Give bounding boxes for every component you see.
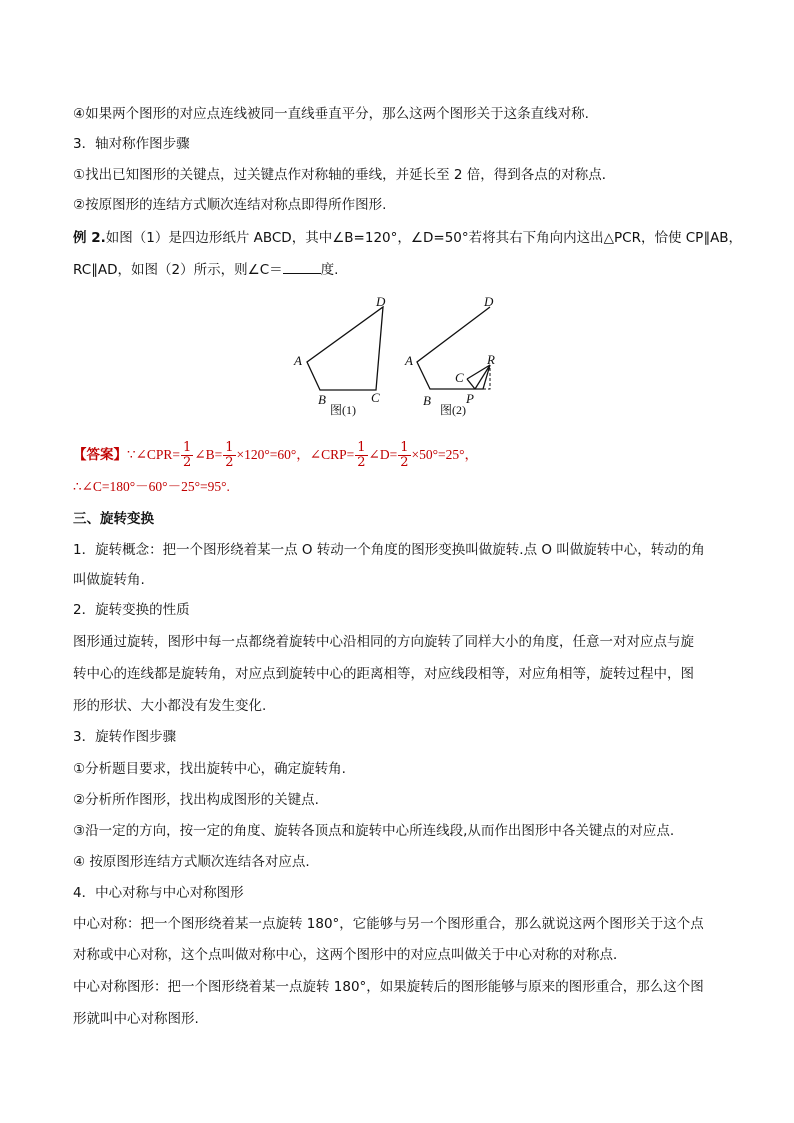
para-central-symmetric-figure-2: 形就叫中心对称图形. — [73, 1011, 199, 1027]
quadrilateral-abcd — [307, 307, 383, 390]
label-b-fig1: B — [318, 392, 326, 407]
para-central-symmetric-figure-1: 中心对称图形：把一个图形绕着某一点旋转 180°，如果旋转后的图形能够与原来的图形重合，那么这个图 — [73, 979, 704, 995]
answer-label: 【答案】 — [73, 447, 127, 463]
label-c-fig2: C — [455, 370, 464, 385]
answer-p4: ∠D= — [368, 447, 398, 462]
example-label: 例 2. — [73, 230, 106, 246]
caption-fig1: 图(1) — [330, 403, 356, 417]
label-r-fig2: R — [487, 352, 495, 367]
answer-p3: ×120°=60°，∠CRP= — [236, 447, 355, 462]
example-text-2a: RC∥AD，如图（2）所示，则∠C＝ — [73, 262, 283, 278]
para-rotation-concept-cont: 叫做旋转角. — [73, 572, 145, 588]
segment-cp — [467, 379, 475, 389]
para-rotation-properties-1: 图形通过旋转，图形中每一点都绕着旋转中心沿相同的方向旋转了同样大小的角度，任意一对对应点与旋 — [73, 634, 694, 650]
fraction-half-1: $\frac{1}{2}$ — [183, 440, 192, 471]
heading-rotation-properties: 2．旋转变换的性质 — [73, 602, 190, 618]
caption-fig2: 图(2) — [440, 403, 466, 417]
heading-axial-steps: 3．轴对称作图步骤 — [73, 136, 190, 152]
example-text: 如图（1）是四边形纸片 ABCD，其中∠B=120°，∠D=50°若将其右下角向内这出△PCR，恰使 CP∥AB， — [105, 230, 743, 246]
heading-rotation-steps: 3．旋转作图步骤 — [73, 729, 177, 745]
label-p-fig2: P — [466, 391, 474, 406]
answer-p2: ∠B= — [194, 447, 223, 462]
quadrilateral-figures — [290, 292, 520, 422]
label-d-fig1: D — [376, 294, 386, 309]
para-rotation-properties-2: 转中心的连线都是旋转角，对应点到旋转中心的距离相等，对应线段相等，对应角相等，旋转过程中，图 — [73, 666, 694, 682]
fraction-half-4: $\frac{1}{2}$ — [400, 440, 409, 471]
para-rotation-step-1: ①分析题目要求，找出旋转中心，确定旋转角. — [73, 761, 346, 777]
label-a-fig1: A — [294, 353, 302, 368]
para-rotation-step-3: ③沿一定的方向，按一定的角度、旋转各顶点和旋转中心所连线段,从而作出图形中各关键点的对应点. — [73, 823, 675, 839]
fraction-half-3: $\frac{1}{2}$ — [357, 440, 366, 471]
para-rotation-step-4: ④ 按原图形连结方式顺次连结各对应点. — [73, 854, 310, 870]
label-b-fig2: B — [423, 393, 431, 408]
example-text-2b: 度. — [320, 262, 339, 278]
figure-2 — [404, 294, 495, 417]
section-3-heading: 三、旋转变换 — [73, 511, 154, 527]
para-axial-property-4: ④如果两个图形的对应点连线被同一直线垂直平分，那么这两个图形关于这条直线对称. — [73, 106, 589, 122]
answer-p5: ×50°=25°， — [411, 447, 479, 462]
para-rotation-concept: 1．旋转概念：把一个图形绕着某一点 O 转动一个角度的图形变换叫做旋转.点 O 叫做旋转中心，转动的角 — [73, 542, 705, 558]
example-2-question — [73, 228, 743, 248]
segment-pr — [475, 365, 490, 389]
para-axial-step-2: ②按原图形的连结方式顺次连结对称点即得所作图形. — [73, 197, 387, 213]
label-d-fig2: D — [484, 294, 494, 309]
label-c-fig1: C — [371, 390, 380, 405]
para-axial-step-1: ①找出已知图形的关键点，过关键点作对称轴的垂线，并延长至 2 倍，得到各点的对称点． — [73, 167, 616, 183]
heading-central-symmetry: 4．中心对称与中心对称图形 — [73, 885, 244, 901]
example-2-question-line2 — [73, 259, 733, 280]
answer-p1: ∵∠CPR= — [127, 447, 181, 462]
answer-line-2: ∴∠C=180°－60°－25°=95°. — [73, 479, 230, 494]
fraction-half-2: $\frac{1}{2}$ — [225, 440, 234, 471]
para-rotation-properties-3: 形的形状、大小都没有发生变化. — [73, 698, 267, 714]
answer-blank — [283, 259, 321, 274]
para-rotation-step-2: ②分析所作图形，找出构成图形的关键点. — [73, 792, 319, 808]
para-central-symmetry-2: 对称或中心对称，这个点叫做对称中心，这两个图形中的对应点叫做关于中心对称的对称点． — [73, 947, 627, 963]
label-a-fig2: A — [405, 353, 413, 368]
folded-quadrilateral — [417, 307, 490, 389]
figure-1 — [293, 294, 386, 417]
para-central-symmetry-1: 中心对称：把一个图形绕着某一点旋转 180°，它能够与另一个图形重合，那么就说这两个图形关于这个点 — [73, 916, 704, 932]
answer-line-1 — [73, 438, 733, 472]
